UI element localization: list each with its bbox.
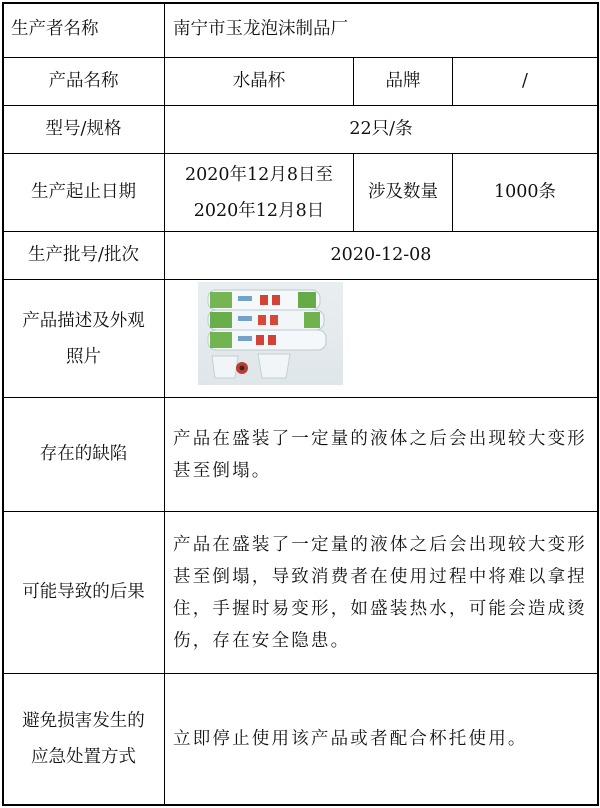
emergency-value: 立即停止使用该产品或者配合杯托使用。 bbox=[173, 729, 528, 749]
defect-label: 存在的缺陷 bbox=[39, 443, 128, 464]
brand-value: / bbox=[522, 70, 528, 91]
consequence-label: 可能导致的后果 bbox=[22, 581, 145, 602]
consequence-value: 产品在盛装了一定量的液体之后会出现较大变形甚至倒塌，导致消费者在使用过程中将难以拿捏住，手握时易变形，如盛装热水，可能会造成烫伤，存在安全隐患。 bbox=[173, 534, 587, 651]
brand-label: 品牌 bbox=[385, 70, 421, 91]
batch-label: 生产批号/批次 bbox=[28, 244, 139, 265]
producer-label: 生产者名称 bbox=[11, 19, 99, 40]
date-range-label: 生产起止日期 bbox=[31, 181, 136, 202]
quantity-value: 1000条 bbox=[493, 181, 557, 202]
photo-label-line1: 产品描述及外观 bbox=[22, 310, 145, 331]
emergency-label-line1: 避免损害发生的 bbox=[22, 711, 145, 731]
model-label: 型号/规格 bbox=[45, 118, 122, 139]
photo-label-line2: 照片 bbox=[66, 346, 101, 367]
photo-label bbox=[3, 280, 164, 397]
table-border bbox=[597, 2, 599, 806]
emergency-label-line2: 应急处置方式 bbox=[31, 747, 136, 767]
model-value: 22只/条 bbox=[349, 118, 413, 139]
product-photo bbox=[198, 282, 343, 385]
table-border bbox=[2, 804, 598, 806]
date-range-line2: 2020年12月8日 bbox=[193, 200, 325, 221]
product-name-value: 水晶杯 bbox=[232, 70, 286, 91]
date-range-line1: 2020年12月8日至 bbox=[185, 164, 333, 185]
product-name-label: 产品名称 bbox=[48, 70, 119, 91]
batch-value: 2020-12-08 bbox=[330, 244, 432, 265]
producer-value: 南宁市玉龙泡沫制品厂 bbox=[173, 19, 348, 40]
quantity-label: 涉及数量 bbox=[368, 181, 438, 202]
emergency-label bbox=[3, 674, 164, 804]
date-range-value bbox=[165, 154, 353, 231]
defect-value: 产品在盛装了一定量的液体之后会出现较大变形甚至倒塌。 bbox=[173, 428, 587, 481]
